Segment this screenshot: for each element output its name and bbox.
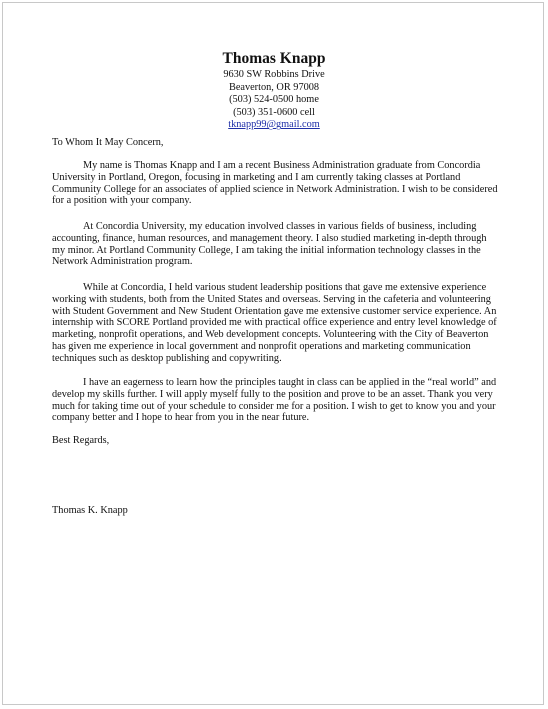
body-paragraph-3: While at Concordia, I held various student leadership positions that gave me extensive experience working with students, both from the United States and overseas. Serving in the cafeteria and volunteering with Student Government and New Student Orientation gave me extensive customer service experience. An internship with SCORE Portland provided me with practical office experience and entry level knowledge of marketing, nonprofit operations, and Web development concepts. Volunteering with the City of Beaverton has given me experience in local government and nonprofit operations and marketing communication techniques such as desktop publishing and copywriting. [52,282,497,364]
body-paragraph-2: At Concordia University, my education involved classes in various fields of business, including accounting, finance, human resources, and management theory. I also studied marketing in-depth through my minor. At Portland Community College, I am taking the initial information technology classes in the Network Administration program. [52,221,487,268]
sender-email-link[interactable]: tknapp99@gmail.com [228,119,320,131]
sender-street: 9630 SW Robbins Drive [223,69,325,80]
sender-phone-home: (503) 524-0500 home [229,94,319,106]
sender-phone-cell: (503) 351-0600 cell [233,106,315,118]
signature-name: Thomas K. Knapp [52,505,128,516]
body-paragraph-1: My name is Thomas Knapp and I am a recent Business Administration graduate from Concordia University in Portland, Oregon, focusing in marketing and I am currently taking classes at Portland Community College for an associates of applied science in Network Administration. I wish to be considered for a position with your company. [52,160,498,207]
closing: Best Regards, [52,435,110,446]
letterhead [0,50,548,132]
body-paragraph-4: I have an eagerness to learn how the principles taught in class can be applied in the “real world” and develop my skills further. I will apply myself fully to the position and prove to be an asset. Thank you very much for taking time out of your schedule to consider me for a position. I wish to get to know you and your company better and I hope to hear from you in the near future. [52,377,497,424]
sender-name: Thomas Knapp [222,50,326,67]
salutation: To Whom It May Concern, [52,137,164,148]
sender-city-state-zip: Beaverton, OR 97008 [228,81,320,93]
